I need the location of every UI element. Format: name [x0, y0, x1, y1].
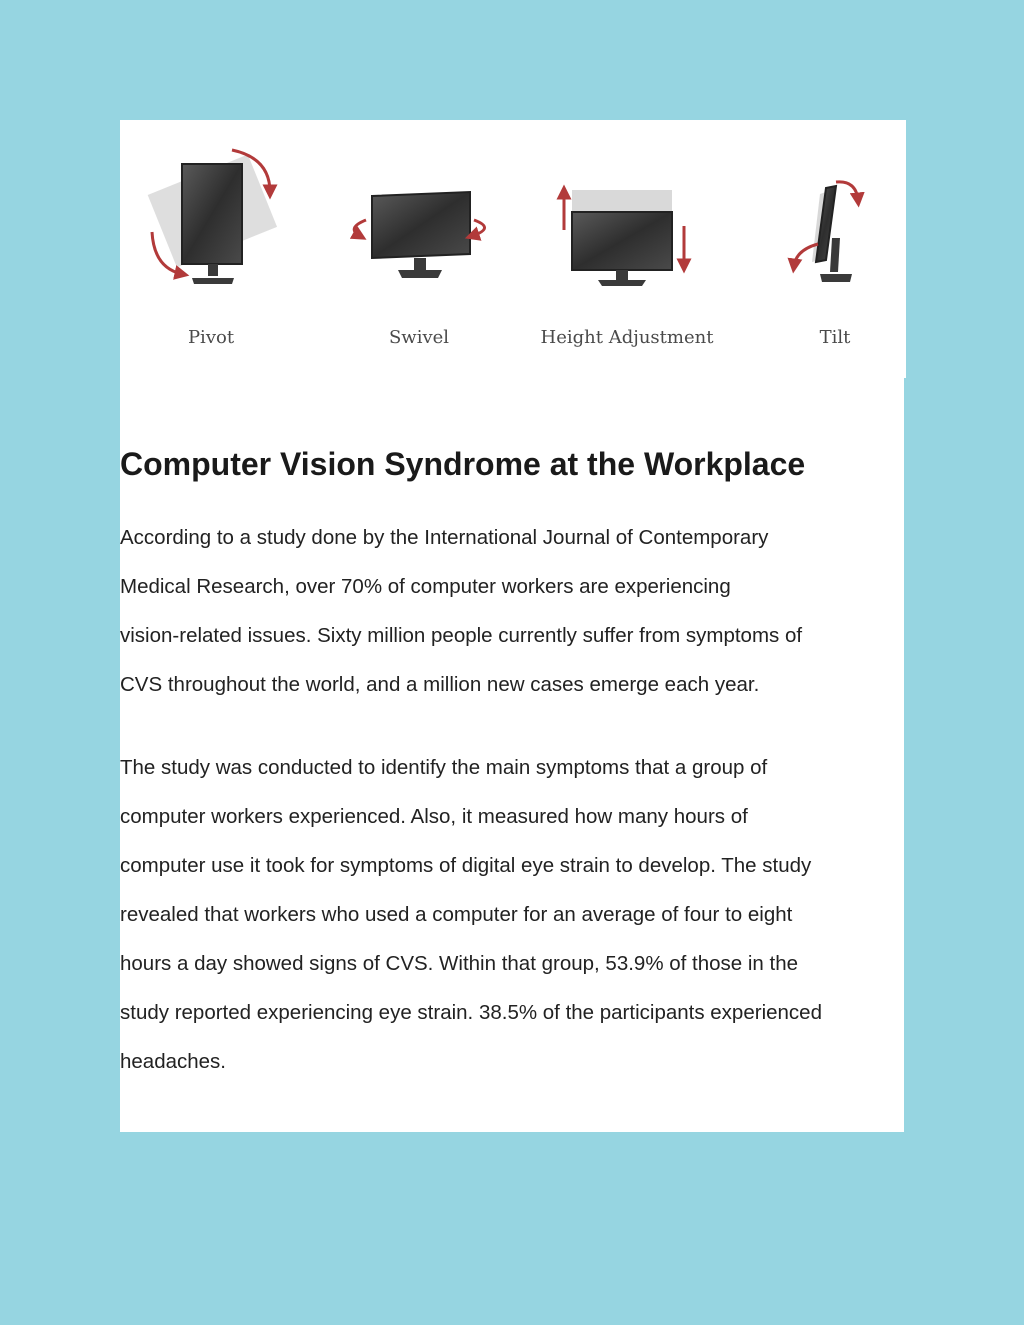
figure-label-swivel: Swivel — [388, 327, 450, 348]
monitor-adjustments-illustration — [120, 120, 906, 320]
figure-label-tilt: Tilt — [819, 327, 851, 348]
paragraph-line: vision-related issues. Sixty million people currently suffer from symptoms of — [120, 624, 803, 647]
monitor-adjustments-figure — [120, 120, 906, 378]
figure-label-height-adjustment: Height Adjustment — [540, 327, 714, 348]
paragraph-line: study reported experiencing eye strain. 38.5% of the participants experienced — [120, 1001, 822, 1024]
paragraph-line: computer workers experienced. Also, it measured how many hours of — [120, 805, 748, 828]
paragraph-study-findings — [120, 743, 904, 1086]
height-adjustment-monitor-icon — [564, 190, 684, 286]
content-card — [120, 120, 904, 1132]
paragraph-line: Medical Research, over 70% of computer workers are experiencing — [120, 575, 731, 598]
paragraph-line: CVS throughout the world, and a million new cases emerge each year. — [120, 673, 760, 696]
paragraph-line: The study was conducted to identify the main symptoms that a group of — [120, 756, 768, 779]
paragraph-cvs-statistics — [120, 513, 904, 709]
paragraph-line: According to a study done by the International Journal of Contemporary — [120, 526, 769, 549]
article-title: Computer Vision Syndrome at the Workplace — [120, 446, 806, 482]
paragraph-line: revealed that workers who used a computer for an average of four to eight — [120, 903, 793, 926]
pivot-monitor-icon — [148, 150, 277, 284]
paragraph-line: computer use it took for symptoms of digital eye strain to develop. The study — [120, 854, 812, 877]
tilt-monitor-icon — [794, 182, 858, 282]
paragraph-line: hours a day showed signs of CVS. Within that group, 53.9% of those in the — [120, 952, 799, 975]
figure-label-pivot: Pivot — [187, 327, 235, 348]
swivel-monitor-icon — [354, 192, 484, 278]
paragraph-line: headaches. — [120, 1050, 227, 1073]
